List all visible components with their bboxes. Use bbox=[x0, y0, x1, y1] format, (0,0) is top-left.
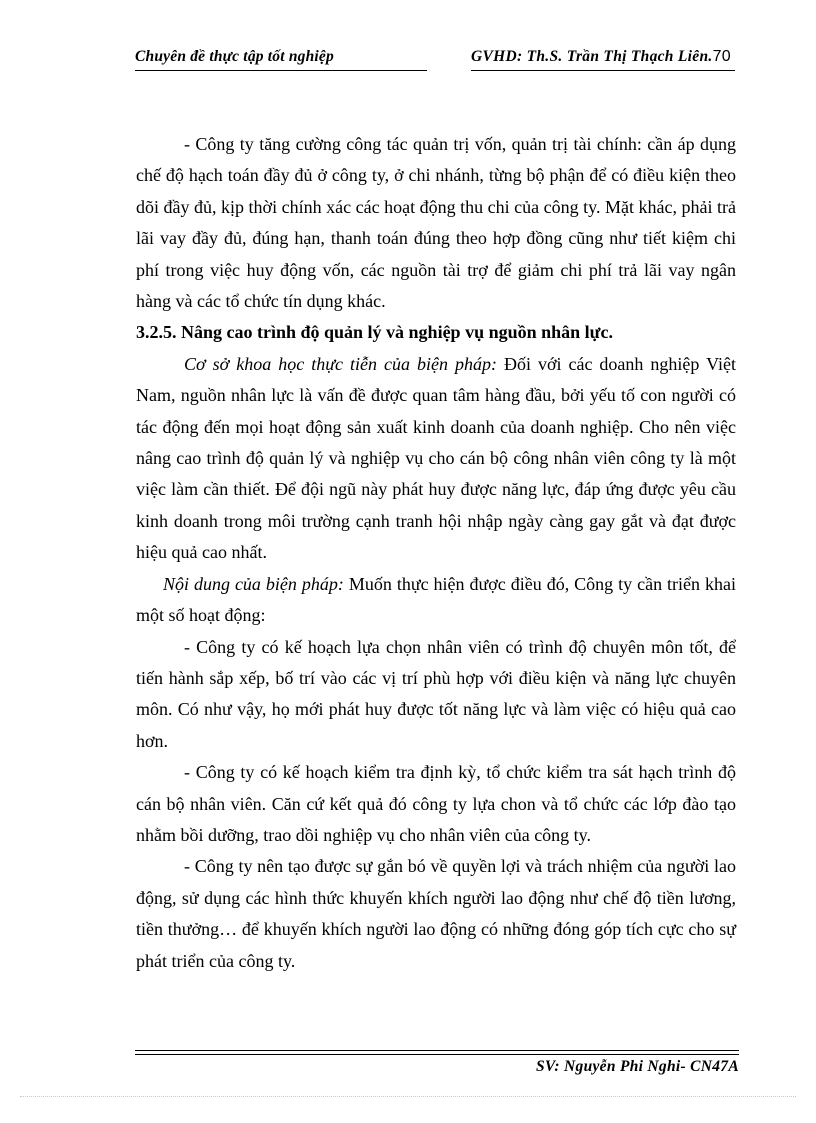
header-right-title: GVHD: Th.S. Trần Thị Thạch Liên. bbox=[471, 48, 713, 65]
page-body bbox=[136, 129, 736, 977]
footer-rule-bottom bbox=[135, 1054, 739, 1055]
paragraph-measure-content-text: Muốn thực hiện được điều đó, Công ty cần triển khai một số hoạt động: bbox=[136, 573, 736, 626]
footer-rule-top bbox=[135, 1050, 739, 1051]
paragraph-staff-selection: - Công ty có kế hoạch lựa chọn nhân viên có trình độ chuyên môn tốt, để tiến hành sắp xếp, bố trí vào các vị trí phù hợp với điều kiện và năng lực chuyên môn. Có như vậy, họ mới phát huy được tốt năng lực và làm việc có hiệu quả cao hơn. bbox=[136, 636, 736, 751]
paragraph-measure-content-label: Nội dung của biện pháp: bbox=[163, 573, 344, 594]
header-left-title: Chuyên đề thực tập tốt nghiệp bbox=[135, 48, 334, 65]
page-number: 70 bbox=[712, 48, 731, 65]
paragraph-scientific-basis-text: Đối với các doanh nghiệp Việt Nam, nguồn nhân lực là vấn đề được quan tâm hàng đầu, bởi yếu tố con người có tác động đến mọi hoạt động sản xuất kinh doanh của doanh nghiệp. Cho nên việc nâng cao trình độ quản lý và nghiệp vụ cho cán bộ công nhân viên công ty là một việc làm cần thiết. Để đội ngũ này phát huy được năng lực, đáp ứng được yêu cầu kinh doanh trong môi trường cạnh tranh hội nhập ngày càng gay gắt và đạt được hiệu quả cao nhất. bbox=[136, 353, 736, 563]
paragraph-scientific-basis-label: Cơ sở khoa học thực tiễn của biện pháp: bbox=[184, 353, 497, 374]
section-heading: 3.2.5. Nâng cao trình độ quản lý và nghiệp vụ nguồn nhân lực. bbox=[136, 322, 613, 343]
page-header bbox=[135, 48, 755, 74]
header-left-rule bbox=[135, 70, 427, 71]
header-right bbox=[471, 48, 761, 66]
paragraph-scientific-basis bbox=[136, 349, 736, 569]
page-bottom-dotted-line bbox=[20, 1096, 796, 1097]
paragraph-employee-incentives: - Công ty nên tạo được sự gắn bó về quyền lợi và trách nhiệm của người lao động, sử dụng các hình thức khuyến khích người lao động như chế độ tiền lương, tiền thưởng… để khuyến khích người lao động có những đóng góp tích cực cho sự phát triển của công ty. bbox=[136, 856, 736, 971]
paragraph-measure-content bbox=[136, 569, 736, 632]
paragraph-periodic-testing: - Công ty có kế hoạch kiểm tra định kỳ, tổ chức kiểm tra sát hạch trình độ cán bộ nhân viên. Căn cứ kết quả đó công ty lựa chon và tổ chức các lớp đào tạo nhằm bồi dưỡng, trao dồi nghiệp vụ cho nhân viên của công ty. bbox=[136, 762, 736, 845]
header-right-rule bbox=[471, 70, 735, 71]
footer-author: SV: Nguyễn Phi Nghi- CN47A bbox=[535, 1058, 739, 1075]
paragraph-capital-management: - Công ty tăng cường công tác quản trị vốn, quản trị tài chính: cần áp dụng chế độ hạch toán đầy đủ ở công ty, ở chi nhánh, từng bộ phận để có điều kiện theo dõi đầy đủ, kịp thời chính xác các hoạt động thu chi của công ty. Mặt khác, phải trả lãi vay đầy đủ, đúng hạn, thanh toán đúng theo hợp đồng cũng như tiết kiệm chi phí trong việc huy động vốn, các nguồn tài trợ để giảm chi phí trả lãi vay ngân hàng và các tổ chức tín dụng khác. bbox=[136, 134, 736, 312]
